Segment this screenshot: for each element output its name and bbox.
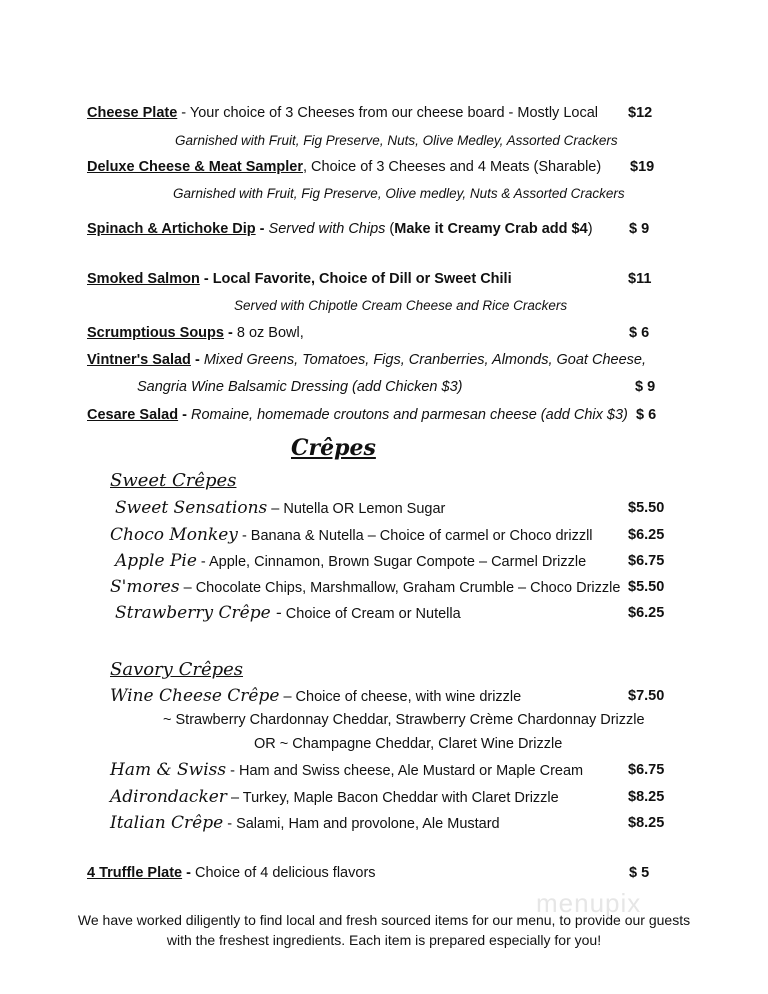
item-desc-line2: Sangria Wine Balsamic Dressing (add Chicken $3) xyxy=(137,379,463,395)
subsection-sweet-crepes: Sweet Crêpes xyxy=(110,470,237,491)
item-name: Strawberry Crêpe - xyxy=(115,603,282,623)
item-price: $19 xyxy=(630,159,655,175)
item-price: $ 9 xyxy=(629,221,650,237)
item-name: Adirondacker xyxy=(110,787,227,807)
item-desc: Your choice of 3 Cheeses from our cheese board - Mostly Local xyxy=(189,105,599,121)
item-price: $5.50 xyxy=(628,500,665,516)
item-name: Scrumptious Soups xyxy=(87,325,224,341)
item-garnish: Served with Chipotle Cream Cheese and Rice Crackers xyxy=(234,298,568,313)
item-desc: – Choice of cheese, with wine drizzle xyxy=(279,689,522,705)
menu-item-choco-monkey xyxy=(110,525,593,545)
item-desc: Romaine, homemade croutons and parmesan cheese (add Chix $3) xyxy=(190,407,628,423)
menu-item-ham-swiss xyxy=(110,760,583,780)
item-price: $ 9 xyxy=(635,379,656,395)
item-garnish: Garnished with Fruit, Fig Preserve, Nuts, Olive Medley, Assorted Crackers xyxy=(175,133,618,148)
item-desc: - Apple, Cinnamon, Brown Sugar Compote – Carmel Drizzle xyxy=(196,554,587,570)
item-name: Deluxe Cheese & Meat Sampler xyxy=(87,159,303,175)
menu-item-smores xyxy=(110,577,620,597)
item-desc-line2: ~ Strawberry Chardonnay Cheddar, Strawberry Crème Chardonnay Drizzle xyxy=(163,712,645,728)
watermark: menupix xyxy=(536,888,642,918)
item-desc: , Choice of 3 Cheeses and 4 Meats (Sharable) xyxy=(302,159,602,175)
item-price: $6.25 xyxy=(628,527,665,543)
menu-item-spinach-dip xyxy=(87,221,593,237)
item-sep: - xyxy=(178,407,191,423)
menu-item-sweet-sensations xyxy=(115,498,445,518)
menu-item-truffle-plate xyxy=(87,865,376,881)
menu-item-wine-cheese-crepe xyxy=(110,686,521,706)
menu-item-smoked-salmon xyxy=(87,271,512,287)
menu-item-adirondacker xyxy=(110,787,559,807)
item-name: Italian Crêpe xyxy=(110,813,224,833)
item-price: $12 xyxy=(628,105,653,121)
item-name: Spinach & Artichoke Dip xyxy=(87,221,256,237)
menu-item-cesare-salad xyxy=(87,407,628,423)
item-desc: – Turkey, Maple Bacon Cheddar with Claret Drizzle xyxy=(226,790,559,806)
item-sep: - xyxy=(177,105,190,121)
item-name: Cheese Plate xyxy=(87,105,178,121)
menu-item-deluxe-sampler xyxy=(87,159,601,175)
menu-item-strawberry-crepe xyxy=(115,603,461,623)
item-sep: - xyxy=(255,221,269,237)
footer-line-2: with the freshest ingredients. Each item is prepared especially for you! xyxy=(166,932,602,948)
item-desc: 8 oz Bowl, xyxy=(236,325,304,341)
item-desc: Served with Chips xyxy=(268,221,386,237)
menu-item-vintner-salad xyxy=(87,352,646,368)
item-price: $ 6 xyxy=(636,407,657,423)
item-price: $6.75 xyxy=(628,762,665,778)
footer-line-1: We have worked diligently to find local and fresh sourced items for our menu, to provide our guests xyxy=(77,912,691,928)
item-desc: – Chocolate Chips, Marshmallow, Graham Crumble – Choco Drizzle xyxy=(179,580,621,596)
item-desc: Choice of Cream or Nutella xyxy=(281,606,461,622)
item-desc: – Nutella OR Lemon Sugar xyxy=(267,501,446,517)
paren-close: ) xyxy=(587,221,593,237)
menu-item-apple-pie xyxy=(115,551,586,571)
item-price: $ 6 xyxy=(629,325,650,341)
item-desc: Mixed Greens, Tomatoes, Figs, Cranberries, Almonds, Goat Cheese, xyxy=(203,352,646,368)
item-name: 4 Truffle Plate xyxy=(87,865,183,881)
menu-item-italian-crepe xyxy=(110,813,500,833)
item-price: $7.50 xyxy=(628,688,665,704)
item-sep: - xyxy=(190,352,204,368)
item-name: Vintner's Salad xyxy=(87,352,191,368)
item-sep: - xyxy=(182,865,195,881)
item-desc: Choice of 4 delicious flavors xyxy=(194,865,376,881)
item-name: Apple Pie xyxy=(115,551,197,571)
item-desc-line3: OR ~ Champagne Cheddar, Claret Wine Drizzle xyxy=(254,736,563,752)
item-price: $5.50 xyxy=(628,579,665,595)
item-price: $11 xyxy=(628,271,652,287)
item-desc: - Ham and Swiss cheese, Ale Mustard or Maple Cream xyxy=(226,763,584,779)
item-name: Wine Cheese Crêpe xyxy=(110,686,280,706)
item-name: Sweet Sensations xyxy=(115,498,268,518)
paren-open: ( xyxy=(385,221,395,237)
item-name: S'mores xyxy=(110,577,180,597)
subsection-savory-crepes: Savory Crêpes xyxy=(110,659,244,680)
item-name: Ham & Swiss xyxy=(110,760,227,780)
menu-item-cheese-plate xyxy=(87,105,598,121)
item-price: $6.25 xyxy=(628,605,665,621)
item-name: Cesare Salad xyxy=(87,407,179,423)
item-sep: - xyxy=(223,325,237,341)
item-desc: - Local Favorite, Choice of Dill or Sweet Chili xyxy=(199,271,512,287)
section-title-crepes: Crêpes xyxy=(291,435,376,461)
item-name: Smoked Salmon xyxy=(87,271,200,287)
item-addon: Make it Creamy Crab add $4 xyxy=(394,221,588,237)
item-price: $ 5 xyxy=(629,865,650,881)
item-price: $8.25 xyxy=(628,815,665,831)
item-price: $6.75 xyxy=(628,553,665,569)
item-name: Choco Monkey xyxy=(110,525,238,545)
menu-item-soups xyxy=(87,325,304,341)
footer-note xyxy=(0,910,768,950)
item-desc: - Salami, Ham and provolone, Ale Mustard xyxy=(223,816,500,832)
item-desc: - Banana & Nutella – Choice of carmel or Choco drizzll xyxy=(237,528,593,544)
item-garnish: Garnished with Fruit, Fig Preserve, Olive medley, Nuts & Assorted Crackers xyxy=(173,186,625,201)
item-price: $8.25 xyxy=(628,789,665,805)
